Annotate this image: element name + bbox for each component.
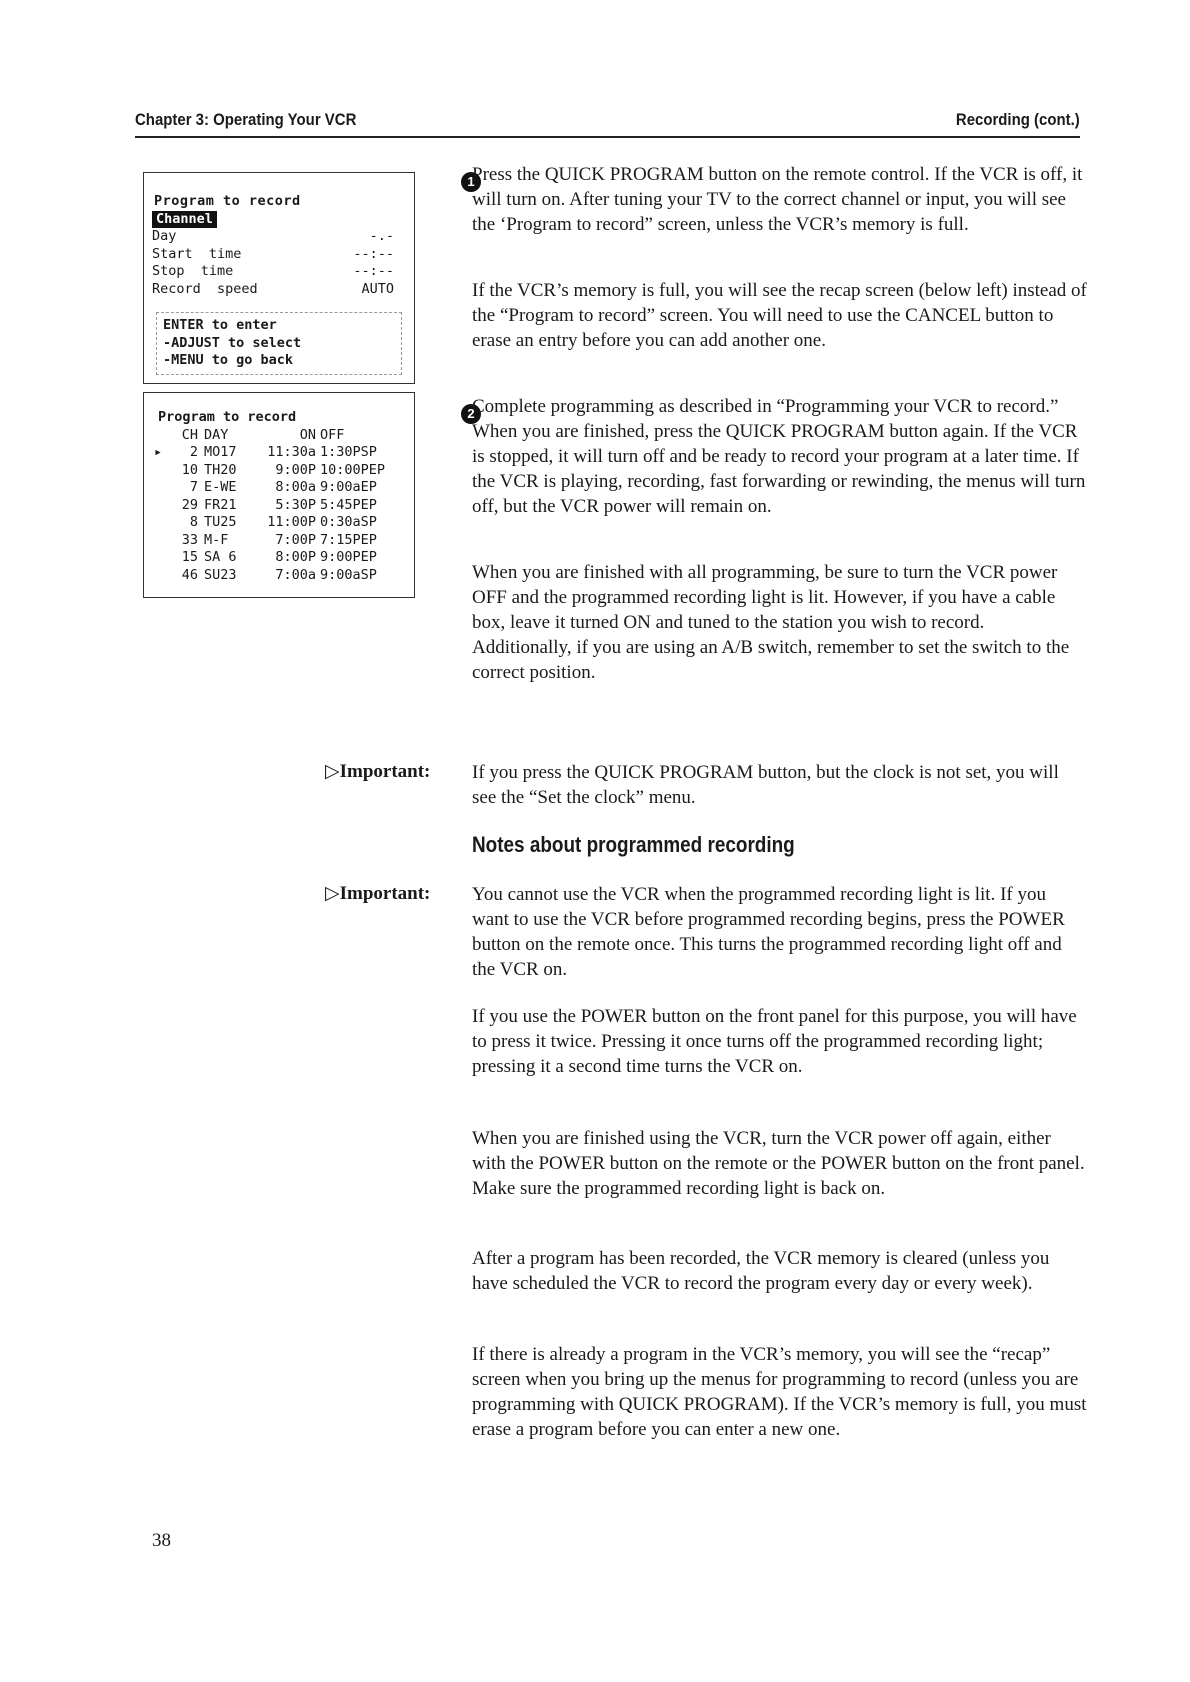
step-2-text: Complete programming as described in “Programming your VCR to record.” When you are finished, press the QUICK PROGRAM button again. If the VCR is stopped, it will turn off and be ready to record your program at a later time. If the VCR is playing, recording, fast forwarding or rewinding, the menus will turn off, but the VCR power will remain on. (472, 396, 1086, 517)
recap-header: CH DAY ON OFF (181, 426, 345, 443)
recap-row: 33 M-F 7:00P 7:15PEP (181, 531, 377, 548)
recap-row: 8 TU25 11:00P 0:30aSP (189, 514, 377, 530)
recap-row: ▸ 2 MO17 11:30a 1:30PSP (154, 444, 377, 460)
key-hint-adjust: -ADJUST to select (163, 334, 302, 351)
important-text-1: If you press the QUICK PROGRAM button, but the clock is not set, you will see the “Set the clock” menu. (472, 762, 1059, 808)
note-paragraph-2: When you are finished using the VCR, turn the VCR power off again, either with the POWER button on the remote or the POWER button on the front panel. Make sure the programmed recording light is back on. (472, 1128, 1085, 1199)
recap-screen (143, 392, 415, 598)
note-paragraph-4: If there is already a program in the VCR’s memory, you will see the “recap” screen when you bring up the menus for programming to record (unless you are programming with QUICK PROGRAM). If the VCR’s memory is full, you must erase a program before you can enter a new one. (472, 1344, 1087, 1440)
menu-row-start-time: Start time --:-- (152, 245, 394, 262)
page-number: 38 (152, 1530, 171, 1551)
step-2-number: 2 (461, 404, 481, 424)
recap-title: Program to record (158, 409, 297, 425)
program-to-record-screen (143, 172, 415, 384)
key-hint-enter: ENTER to enter (163, 317, 277, 333)
key-hint-menu: -MENU to go back (163, 352, 294, 368)
note-paragraph-3: After a program has been recorded, the VCR memory is cleared (unless you have scheduled the VCR to record the program every day or every week). (472, 1248, 1050, 1294)
important-label-2: ▷Important: (325, 883, 431, 904)
step-1-text: Press the QUICK PROGRAM button on the remote control. If the VCR is off, it will turn on. After tuning your TV to the correct channel or input, you will see the ‘Program to record” screen, unless the VCR’s memory is full. (472, 164, 1083, 235)
recap-row: 10 TH20 9:00P 10:00PEP (181, 461, 386, 478)
recap-rows (144, 444, 414, 584)
key-hints (156, 312, 402, 375)
menu-row-stop-time: Stop time --:-- (152, 263, 394, 279)
header-rule (135, 136, 1080, 138)
important-text-2: You cannot use the VCR when the programmed recording light is lit. If you want to use the VCR before programmed recording begins, press the POWER button on the remote once. This turns the programmed recording light off and the VCR on. (472, 884, 1065, 980)
menu-row-record-speed: Record speed AUTO (152, 280, 394, 297)
important-label-1: ▷Important: (325, 761, 431, 782)
menu-row-day: Day -.- (152, 228, 394, 244)
recap-row: 29 FR21 5:30P 5:45PEP (181, 496, 377, 513)
recap-row: 46 SU23 7:00a 9:00aSP (181, 566, 377, 583)
step-2-note: When you are finished with all programming, be sure to turn the VCR power OFF and the programmed recording light is lit. However, if you have a cable box, leave it turned ON and tuned to the station you wish to record. Additionally, if you are using an A/B switch, remember to set the switch to the correct position. (472, 562, 1070, 683)
notes-heading: Notes about programmed recording (472, 832, 795, 857)
screen-title: Program to record (154, 193, 301, 209)
step-1-note: If the VCR’s memory is full, you will see the recap screen (below left) instead of the “Program to record” screen. You will need to use the CANCEL button to erase an entry before you can add another one. (472, 280, 1087, 351)
note-paragraph-1: If you use the POWER button on the front panel for this purpose, you will have to press it twice. Pressing it once turns off the programmed recording light; pressing it a second time turns the VCR on. (472, 1006, 1077, 1077)
step-1-number: 1 (461, 172, 481, 192)
selected-item-channel: Channel (152, 211, 217, 229)
recap-row: 7 E-WE 8:00a 9:00aEP (189, 479, 377, 495)
section-title: Recording (cont.) (956, 110, 1080, 129)
recap-row: 15 SA 6 8:00P 9:00PEP (181, 549, 377, 565)
chapter-title: Chapter 3: Operating Your VCR (135, 110, 357, 129)
